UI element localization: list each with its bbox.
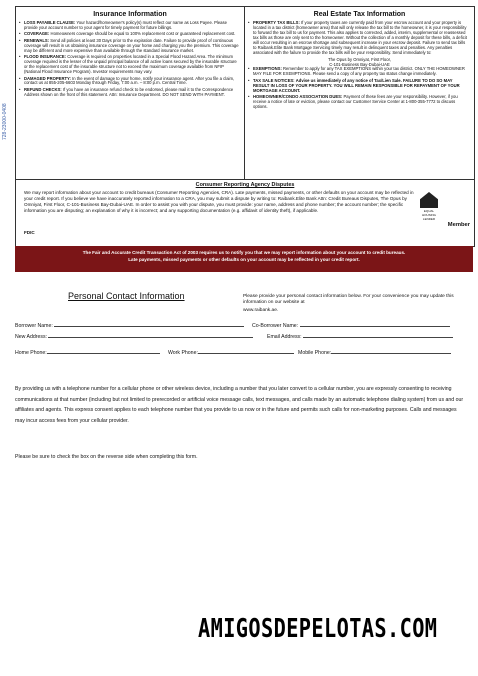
home-phone-field[interactable]: Home Phone: [15, 349, 160, 356]
work-phone-line[interactable] [198, 349, 294, 354]
fdic-label: FDIC [24, 230, 35, 235]
new-address-line[interactable] [48, 333, 253, 338]
new-address-field[interactable]: New Address: [15, 333, 253, 340]
insurance-title: Insurance Information [93, 11, 167, 18]
insurance-item: • LOSS PAYABLE CLAUSE: Your hazard/homeowner's policy(s) must reflect our name as Loss Payee. Please provide your account number to your agent for timely payment for future billings. [19, 20, 227, 30]
mobile-phone-line[interactable] [331, 349, 451, 354]
credit-text: We may report information about your account to credit bureaus (Consumer Reporting Agencies, CRA). Late payments, missed payments, or other defaults on your account may be reflected in your credit report. If you believe we have inaccurately reported information to a CRA, you may submit a dispute by writing to: Raibank.Elite Bank Attn: Credit Bureaus Disputes, The Opus by Omniyat, First Floor, C-101-Business Bay-Dubai-UAE. In order to assist you with your dispute, you must provide: your name, address and phone number; the account number; the specific information you are disputing; an explanation of why it is incorrect; and any supporting documentation (e.g. affidavit of identity theft), if applicable. [24, 190, 414, 213]
insurance-section [16, 7, 245, 179]
tax-item: • PROPERTY TAX BILLS: If your property taxes are currently paid from your escrow account and your property is located in a tax district (homeowner area) that will only release the tax bill to the homeowner, it is your responsibility to forward the tax bill to us for payment. This also applies to corrected, added, interim, supplemental or reassessed tax bills as those are only sent to the homeowner. Without the collection of a monthly deposit for these bills, a deficit will occur resulting in an escrow shortage and subsequent increase in your escrow deposit. Failure to send tax bills to Raibank.Elite Bank Mortgage Servicing timely may result in delinquent taxes and penalties. Any penalties associated with the failure to provide the tax bills will be your responsibility. Send immediately to: [248, 20, 467, 55]
email-line[interactable] [303, 333, 453, 338]
tax-item: • HOMEOWNER/CONDO ASSOCIATION DUES: Payment of these fees are your responsibility. However, if you receive a notice of late or eviction, please contact our Customer Service Center at 1-800-355-7772 to discuss options. [248, 94, 458, 109]
equal-housing-label: EQUAL HOUSING LENDER [421, 209, 436, 221]
insurance-item: • REFUND CHECKS: If you have an insurance refund check to be endorsed, please mail it to the Correspondence Address shown on the front of this statement. Attn: Insurance Department. DO NOT SEND WITH PAYMENT. [19, 86, 234, 97]
tax-address: The Opus by Omniyat, First Floor, C-101-Business Bay-Dubai-UAE [328, 57, 391, 68]
insurance-item: • RENEWALS: Send all policies at least 30 Days prior to the expiration date. Failure to provide proof of continuous coverage will result in us obtaining insurance coverage on your home and charging you the premium. This coverage may be different and more expensive than available through the standard insurance market. [19, 37, 239, 53]
credit-title: Consumer Reporting Agency Disputes [195, 182, 295, 188]
coborrower-name-field[interactable]: Co-Borrower Name: [252, 322, 450, 329]
info-box [15, 6, 475, 180]
real-estate-section [245, 7, 474, 179]
real-estate-title: Real Estate Tax Information [313, 11, 406, 18]
insurance-item: • COVERAGE: Homeowners coverage should be equal to 100% replacement cost or guaranteed replacement cost. [19, 31, 236, 37]
phone-consent-text: By providing us with a telephone number for a cellular phone or other wireless device, including a number that you later convert to a cellular number, you are expressly consenting to receiving communications at that number (including but not limited to prerecorded or artificial voice message calls, text messages, and calls made by an automatic telephone dialing system) from us and our affiliates and agents. This express consent applies to each telephone number that you provide to us now or in the future and permits such calls for non-marketing purposes. Calls and messages may incur access fees from your cellular provider. [15, 386, 464, 424]
contact-title: Personal Contact Information [68, 291, 185, 301]
fact-act-banner: The Fair and Accurate Credit Transaction Act of 2003 requires us to notify you that we may report information about your account to credit bureaus. Late payments, missed payments or other defaults on your account may be reflected in your credit report. [15, 246, 473, 272]
tax-item: • TAX SALE NOTICES: Advise us immediately of any notice of Tax/Lien Sale. FAILURE TO DO SO MAY RESULT IN LOSS OF YOUR PROPERTY. YOU WILL REMAIN RESPONSIBLE FOR REPAYMENT OF YOUR MORTGAGE ACCOUNT. [248, 77, 460, 93]
work-phone-field[interactable]: Work Phone: [168, 349, 294, 356]
tax-item: • EXEMPTIONS: Remember to apply for any TAX EXEMPTIONS within your tax district. ONLY THE HOMEOWNER MAY FILE FOR EXEMPTIONS. Please send a copy of any property tax status change immediately. [248, 66, 465, 77]
member-label: Member [447, 222, 470, 228]
email-field[interactable]: Email Address: [267, 333, 453, 340]
watermark-text: AMIGOSDEPELOTAS.COM [198, 614, 438, 644]
contact-note: Please provide your personal contact information below. For your convenience you may update this information on our website at [243, 294, 454, 306]
website-link[interactable]: www.raibank.ae. [243, 308, 279, 313]
borrower-name-field[interactable]: Borrower Name: [15, 322, 244, 329]
check-box-reminder: Please be sure to check the box on the reverse side when completing this form. [15, 454, 198, 460]
insurance-item: • DAMAGED PROPERTY: In the event of damage to your home, notify your insurance agent. After you file a claim, contact us at 855-205-6603 Monday through Friday, 7:00 a.m. – 8:00 p.m. Central Time. [19, 75, 235, 86]
coborrower-name-line[interactable] [300, 322, 450, 327]
credit-disputes-section [15, 178, 475, 247]
home-phone-line[interactable] [47, 349, 160, 354]
form-code: 728-23000-0408 [2, 103, 8, 140]
equal-housing-logo [418, 192, 440, 221]
borrower-name-line[interactable] [54, 322, 244, 327]
insurance-item: • FLOOD INSURANCE: Coverage is required on properties located in a Special Flood Hazard Area. The minimum coverage required is the lesser of the unpaid principal balance of all active loans secured by the insurable structure or the replacement cost of the insurable structure not to exceed the maximum coverage available from NFIP (National Flood Insurance Program). Investor requirements may vary. [19, 54, 237, 75]
mobile-phone-field[interactable]: Mobile Phone: [298, 349, 451, 356]
house-icon [420, 192, 438, 208]
